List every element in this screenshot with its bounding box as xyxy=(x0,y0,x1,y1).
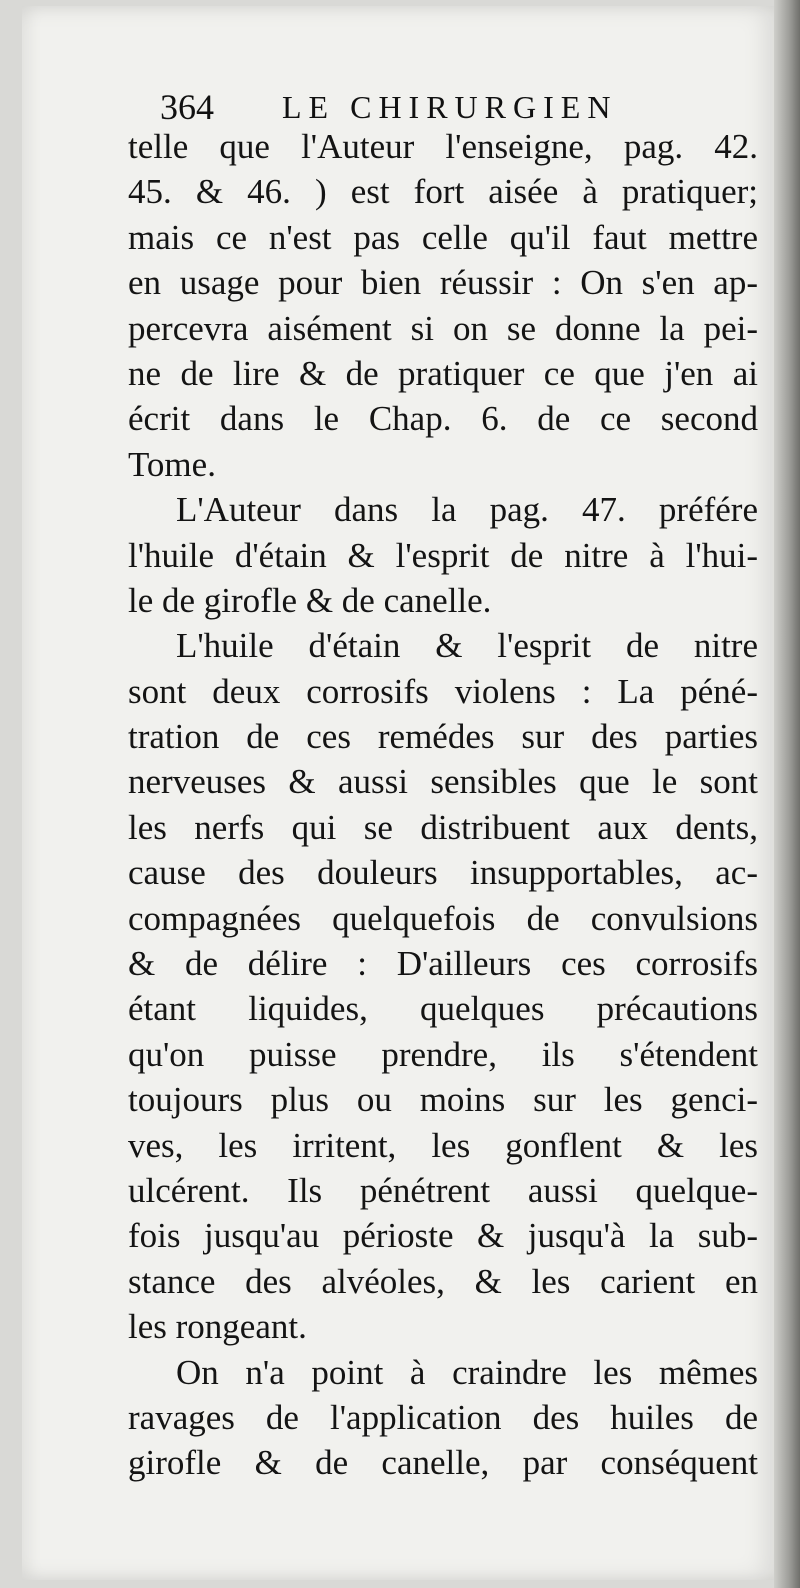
text-line: les nerfs qui se distribuent aux dents, xyxy=(128,807,758,847)
text-line: ne de lire & de pratiquer ce que j'en ai xyxy=(128,353,758,393)
text-line: ulcérent. Ils pénétrent aussi quelque- xyxy=(128,1170,758,1210)
text-line: écrit dans le Chap. 6. de ce second xyxy=(128,399,758,439)
text-line: les rongeant. xyxy=(128,1307,307,1347)
running-head: LE CHIRURGIEN xyxy=(282,89,618,125)
text-line: qu'on puisse prendre, ils s'étendent xyxy=(128,1034,758,1074)
text-line: toujours plus ou moins sur les genci- xyxy=(128,1080,758,1120)
text-line: compagnées quelquefois de convulsions xyxy=(128,898,758,938)
text-line: & de délire : D'ailleurs ces corrosifs xyxy=(128,944,758,984)
text-line: en usage pour bien réussir : On s'en ap- xyxy=(128,263,758,303)
text-line: stance des alvéoles, & les carient en xyxy=(128,1261,758,1301)
text-line: 45. & 46. ) est fort aisée à pratiquer; xyxy=(128,172,758,212)
text-line: l'huile d'étain & l'esprit de nitre à l'hui- xyxy=(128,535,758,575)
text-body xyxy=(128,124,758,1486)
text-line: percevra aisément si on se donne la pei- xyxy=(128,308,758,348)
text-line: fois jusqu'au périoste & jusqu'à la sub- xyxy=(128,1216,758,1256)
page-number: 364 xyxy=(160,87,214,127)
text-line: ravages de l'application des huiles de xyxy=(128,1397,758,1437)
book-gutter-shadow xyxy=(774,0,800,1588)
text-line: tration de ces remédes sur des parties xyxy=(128,717,758,757)
text-line: Tome. xyxy=(128,444,216,484)
text-line: étant liquides, quelques précautions xyxy=(128,989,758,1029)
text-line: ves, les irritent, les gonflent & les xyxy=(128,1125,758,1165)
text-line: sont deux corrosifs violens : La péné- xyxy=(128,671,758,711)
text-line: L'huile d'étain & l'esprit de nitre xyxy=(176,626,758,666)
text-line: telle que l'Auteur l'enseigne, pag. 42. xyxy=(128,127,758,166)
text-line: le de girofle & de canelle. xyxy=(128,580,492,620)
text-line: nerveuses & aussi sensibles que le sont xyxy=(128,762,758,802)
text-line: L'Auteur dans la pag. 47. préfére xyxy=(176,490,758,530)
text-line: mais ce n'est pas celle qu'il faut mettre xyxy=(128,217,758,257)
text-line: On n'a point à craindre les mêmes xyxy=(176,1352,758,1392)
text-line: cause des douleurs insupportables, ac- xyxy=(128,853,758,893)
text-line: girofle & de canelle, par conséquent xyxy=(128,1443,758,1483)
